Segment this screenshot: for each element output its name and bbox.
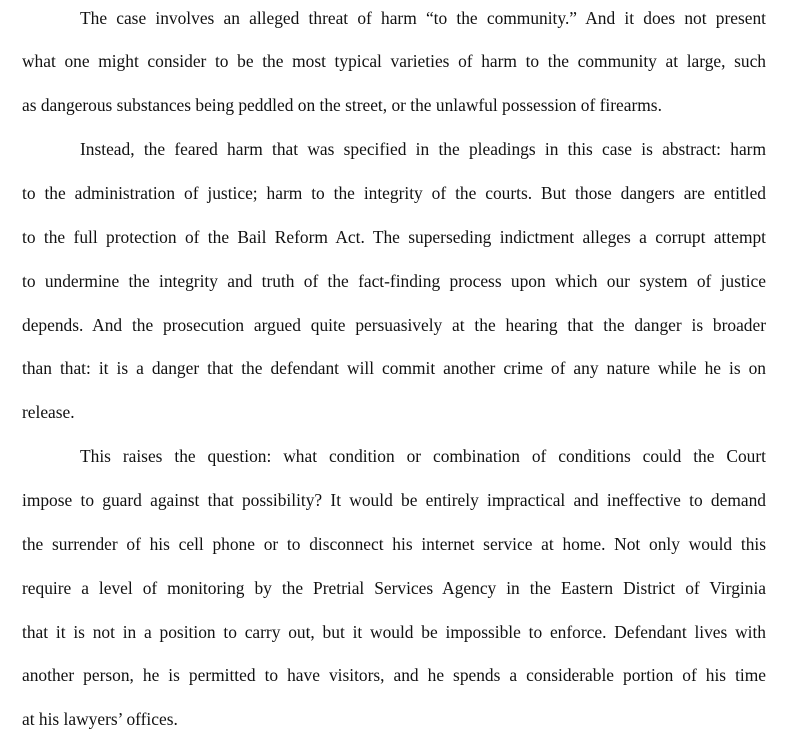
text-line: what one might consider to be the most typical varieties of harm to the community at large, such <box>22 51 766 71</box>
text-line: as dangerous substances being peddled on the street, or the unlawful possession of firearms. <box>22 95 662 115</box>
text-line: require a level of monitoring by the Pretrial Services Agency in the Eastern District of Virginia <box>22 578 766 598</box>
text-line: The case involves an alleged threat of harm “to the community.” And it does not present <box>80 8 766 28</box>
text-line: to the full protection of the Bail Reform Act. The superseding indictment alleges a corrupt attempt <box>22 227 766 247</box>
text-line: Instead, the feared harm that was specified in the pleadings in this case is abstract: harm <box>80 139 766 159</box>
text-line: to undermine the integrity and truth of the fact-finding process upon which our system of justice <box>22 271 766 291</box>
text-line: that it is not in a position to carry out, but it would be impossible to enforce. Defendant lives with <box>22 622 766 642</box>
text-line: impose to guard against that possibility? It would be entirely impractical and ineffective to demand <box>22 490 766 510</box>
text-line: depends. And the prosecution argued quite persuasively at the hearing that the danger is broader <box>22 315 766 335</box>
text-line: release. <box>22 402 75 422</box>
text-line: than that: it is a danger that the defendant will commit another crime of any nature while he is on <box>22 358 766 378</box>
text-line: to the administration of justice; harm to the integrity of the courts. But those dangers are entitled <box>22 183 766 203</box>
text-line: another person, he is permitted to have visitors, and he spends a considerable portion of his time <box>22 665 766 685</box>
text-line: at his lawyers’ offices. <box>22 709 178 729</box>
text-line: This raises the question: what condition or combination of conditions could the Court <box>80 446 766 466</box>
text-line: the surrender of his cell phone or to disconnect his internet service at home. Not only would this <box>22 534 766 554</box>
